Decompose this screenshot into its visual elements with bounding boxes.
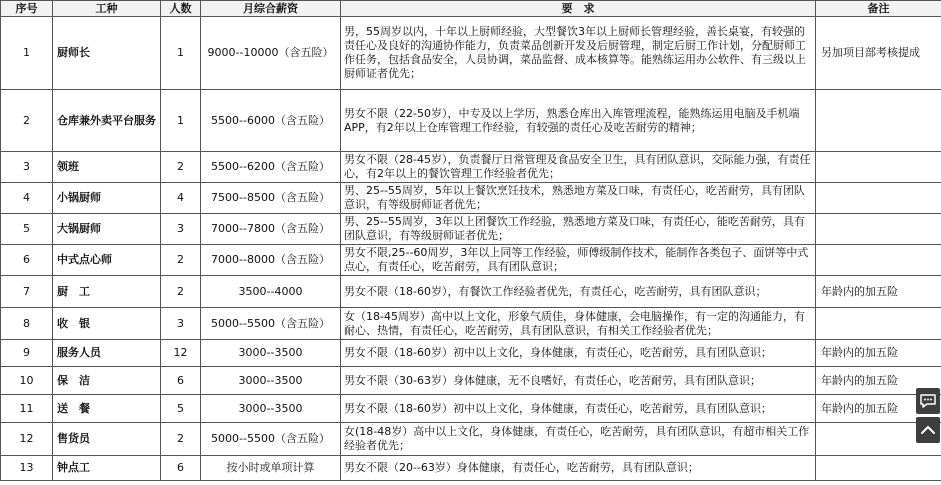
chat-button[interactable] — [916, 388, 940, 414]
cell-no: 7 — [1, 276, 53, 308]
cell-note — [816, 152, 941, 183]
cell-salary: 5000--5500（含五险） — [201, 308, 341, 340]
cell-requirements: 男女不限（28-45岁），负责餐厅日常管理及食品安全卫生，具有团队意识，交际能力强，有责任心，有2年以上的餐饮管理工作经验者优先； — [341, 152, 816, 183]
back-to-top-button[interactable] — [916, 417, 940, 443]
cell-job: 小锅厨师 — [53, 183, 161, 214]
cell-note: 年龄内的加五险 — [816, 276, 941, 308]
cell-count: 2 — [161, 423, 201, 456]
cell-note — [816, 214, 941, 245]
cell-no: 1 — [1, 17, 53, 90]
cell-job: 送 餐 — [53, 395, 161, 423]
table-row — [1, 17, 941, 90]
cell-requirements: 男女不限（30-63岁）身体健康，无不良嗜好，有责任心，吃苦耐劳，具有团队意识； — [341, 367, 816, 395]
table-row — [1, 367, 941, 395]
table-row — [1, 276, 941, 308]
cell-salary: 按小时或单项计算 — [201, 456, 341, 481]
cell-count: 3 — [161, 308, 201, 340]
cell-no: 2 — [1, 90, 53, 152]
cell-salary: 7500--8500（含五险） — [201, 183, 341, 214]
header-salary: 月综合薪资 — [201, 1, 341, 17]
cell-job: 大锅厨师 — [53, 214, 161, 245]
header-row — [1, 1, 941, 17]
cell-requirements: 男女不限（22-50岁），中专及以上学历，熟悉仓库出入库管理流程，能熟练运用电脑及手机端APP，有2年以上仓库管理工作经验，有较强的责任心及吃苦耐劳的精神； — [341, 90, 816, 152]
cell-salary: 9000--10000（含五险） — [201, 17, 341, 90]
cell-salary: 5000--5500（含五险） — [201, 423, 341, 456]
cell-no: 9 — [1, 340, 53, 367]
cell-requirements: 男女不限（18-60岁）初中以上文化，身体健康，有责任心，吃苦耐劳，具有团队意识； — [341, 340, 816, 367]
cell-requirements: 男女不限（18-60岁）初中以上文化，身体健康，有责任心，吃苦耐劳，具有团队意识； — [341, 395, 816, 423]
cell-job: 服务人员 — [53, 340, 161, 367]
cell-salary: 3000--3500 — [201, 395, 341, 423]
cell-count: 6 — [161, 367, 201, 395]
cell-salary: 3500--4000 — [201, 276, 341, 308]
cell-job: 中式点心师 — [53, 245, 161, 276]
table-row — [1, 308, 941, 340]
cell-no: 12 — [1, 423, 53, 456]
cell-note — [816, 308, 941, 340]
cell-job: 厨师长 — [53, 17, 161, 90]
cell-note — [816, 183, 941, 214]
header-requirements: 要 求 — [341, 1, 816, 17]
cell-note: 另加项目部考核提成 — [816, 17, 941, 90]
cell-job: 收 银 — [53, 308, 161, 340]
cell-job: 厨 工 — [53, 276, 161, 308]
header-job: 工种 — [53, 1, 161, 17]
cell-salary: 5500--6000（含五险） — [201, 90, 341, 152]
cell-requirements: 女(18-48岁）高中以上文化，身体健康，有责任心，吃苦耐劳，具有团队意识，有超市相关工作经验者优先； — [341, 423, 816, 456]
cell-job: 保 洁 — [53, 367, 161, 395]
cell-note — [816, 456, 941, 481]
cell-requirements: 男女不限,25--60周岁，3年以上同等工作经验，师傅级制作技术，能制作各类包子、面饼等中式点心，有责任心，吃苦耐劳，具有团队意识； — [341, 245, 816, 276]
cell-requirements: 男，55周岁以内，十年以上厨师经验，大型餐饮3年以上厨师长管理经验，善长桌宴，有较强的责任心及良好的沟通协作能力，负责菜品创新开发及后厨管理，制定后厨工作计划，分配厨师工作任务，包括食品安全，人员协调，菜品监督、成本核算等。能熟练运用办公软件、有三级以上厨师证者优先； — [341, 17, 816, 90]
cell-no: 11 — [1, 395, 53, 423]
table-row — [1, 423, 941, 456]
cell-no: 8 — [1, 308, 53, 340]
cell-note: 年龄内的加五险 — [816, 395, 941, 423]
table-row — [1, 183, 941, 214]
table-row — [1, 340, 941, 367]
cell-requirements: 男女不限（20--63岁）身体健康，有责任心，吃苦耐劳，具有团队意识； — [341, 456, 816, 481]
cell-salary: 7000--8000（含五险） — [201, 245, 341, 276]
cell-requirements: 男女不限（18-60岁），有餐饮工作经验者优先，有责任心，吃苦耐劳，具有团队意识； — [341, 276, 816, 308]
header-count: 人数 — [161, 1, 201, 17]
cell-no: 3 — [1, 152, 53, 183]
cell-requirements: 男、25--55周岁，5年以上餐饮烹饪技术，熟悉地方菜及口味，有责任心，吃苦耐劳，具有团队意识，有等级厨师证者优先； — [341, 183, 816, 214]
cell-note: 年龄内的加五险 — [816, 340, 941, 367]
cell-salary: 7000--7800（含五险） — [201, 214, 341, 245]
cell-no: 4 — [1, 183, 53, 214]
cell-salary: 3000--3500 — [201, 340, 341, 367]
cell-job: 仓库兼外卖平台服务 — [53, 90, 161, 152]
cell-no: 13 — [1, 456, 53, 481]
cell-count: 2 — [161, 152, 201, 183]
header-notes: 备注 — [816, 1, 941, 17]
cell-note: 年龄内的加五险 — [816, 367, 941, 395]
cell-count: 4 — [161, 183, 201, 214]
cell-salary: 5500--6200（含五险） — [201, 152, 341, 183]
table-row — [1, 214, 941, 245]
cell-job: 钟点工 — [53, 456, 161, 481]
cell-count: 2 — [161, 276, 201, 308]
chat-icon — [920, 394, 936, 408]
cell-no: 10 — [1, 367, 53, 395]
cell-requirements: 男、25--55周岁，3年以上团餐饮工作经验，熟悉地方菜及口味，有责任心，能吃苦耐劳，具有团队意识，有等级厨师证者优先； — [341, 214, 816, 245]
cell-no: 5 — [1, 214, 53, 245]
cell-job: 售货员 — [53, 423, 161, 456]
cell-job: 领班 — [53, 152, 161, 183]
cell-salary: 3000--3500 — [201, 367, 341, 395]
table-row — [1, 245, 941, 276]
cell-no: 6 — [1, 245, 53, 276]
header-no: 序号 — [1, 1, 53, 17]
cell-note — [816, 90, 941, 152]
cell-count: 6 — [161, 456, 201, 481]
table-row — [1, 395, 941, 423]
cell-count: 5 — [161, 395, 201, 423]
table-row — [1, 90, 941, 152]
chevron-up-icon — [921, 425, 935, 435]
cell-count: 12 — [161, 340, 201, 367]
table-row — [1, 152, 941, 183]
cell-count: 1 — [161, 17, 201, 90]
cell-requirements: 女（18-45周岁）高中以上文化，形象气质佳，身体健康，会电脑操作，有一定的沟通能力，有耐心、热情，有责任心，吃苦耐劳，具有团队意识，有相关工作经验者优先； — [341, 308, 816, 340]
cell-count: 3 — [161, 214, 201, 245]
cell-count: 1 — [161, 90, 201, 152]
cell-note — [816, 245, 941, 276]
cell-count: 2 — [161, 245, 201, 276]
table-row — [1, 456, 941, 481]
